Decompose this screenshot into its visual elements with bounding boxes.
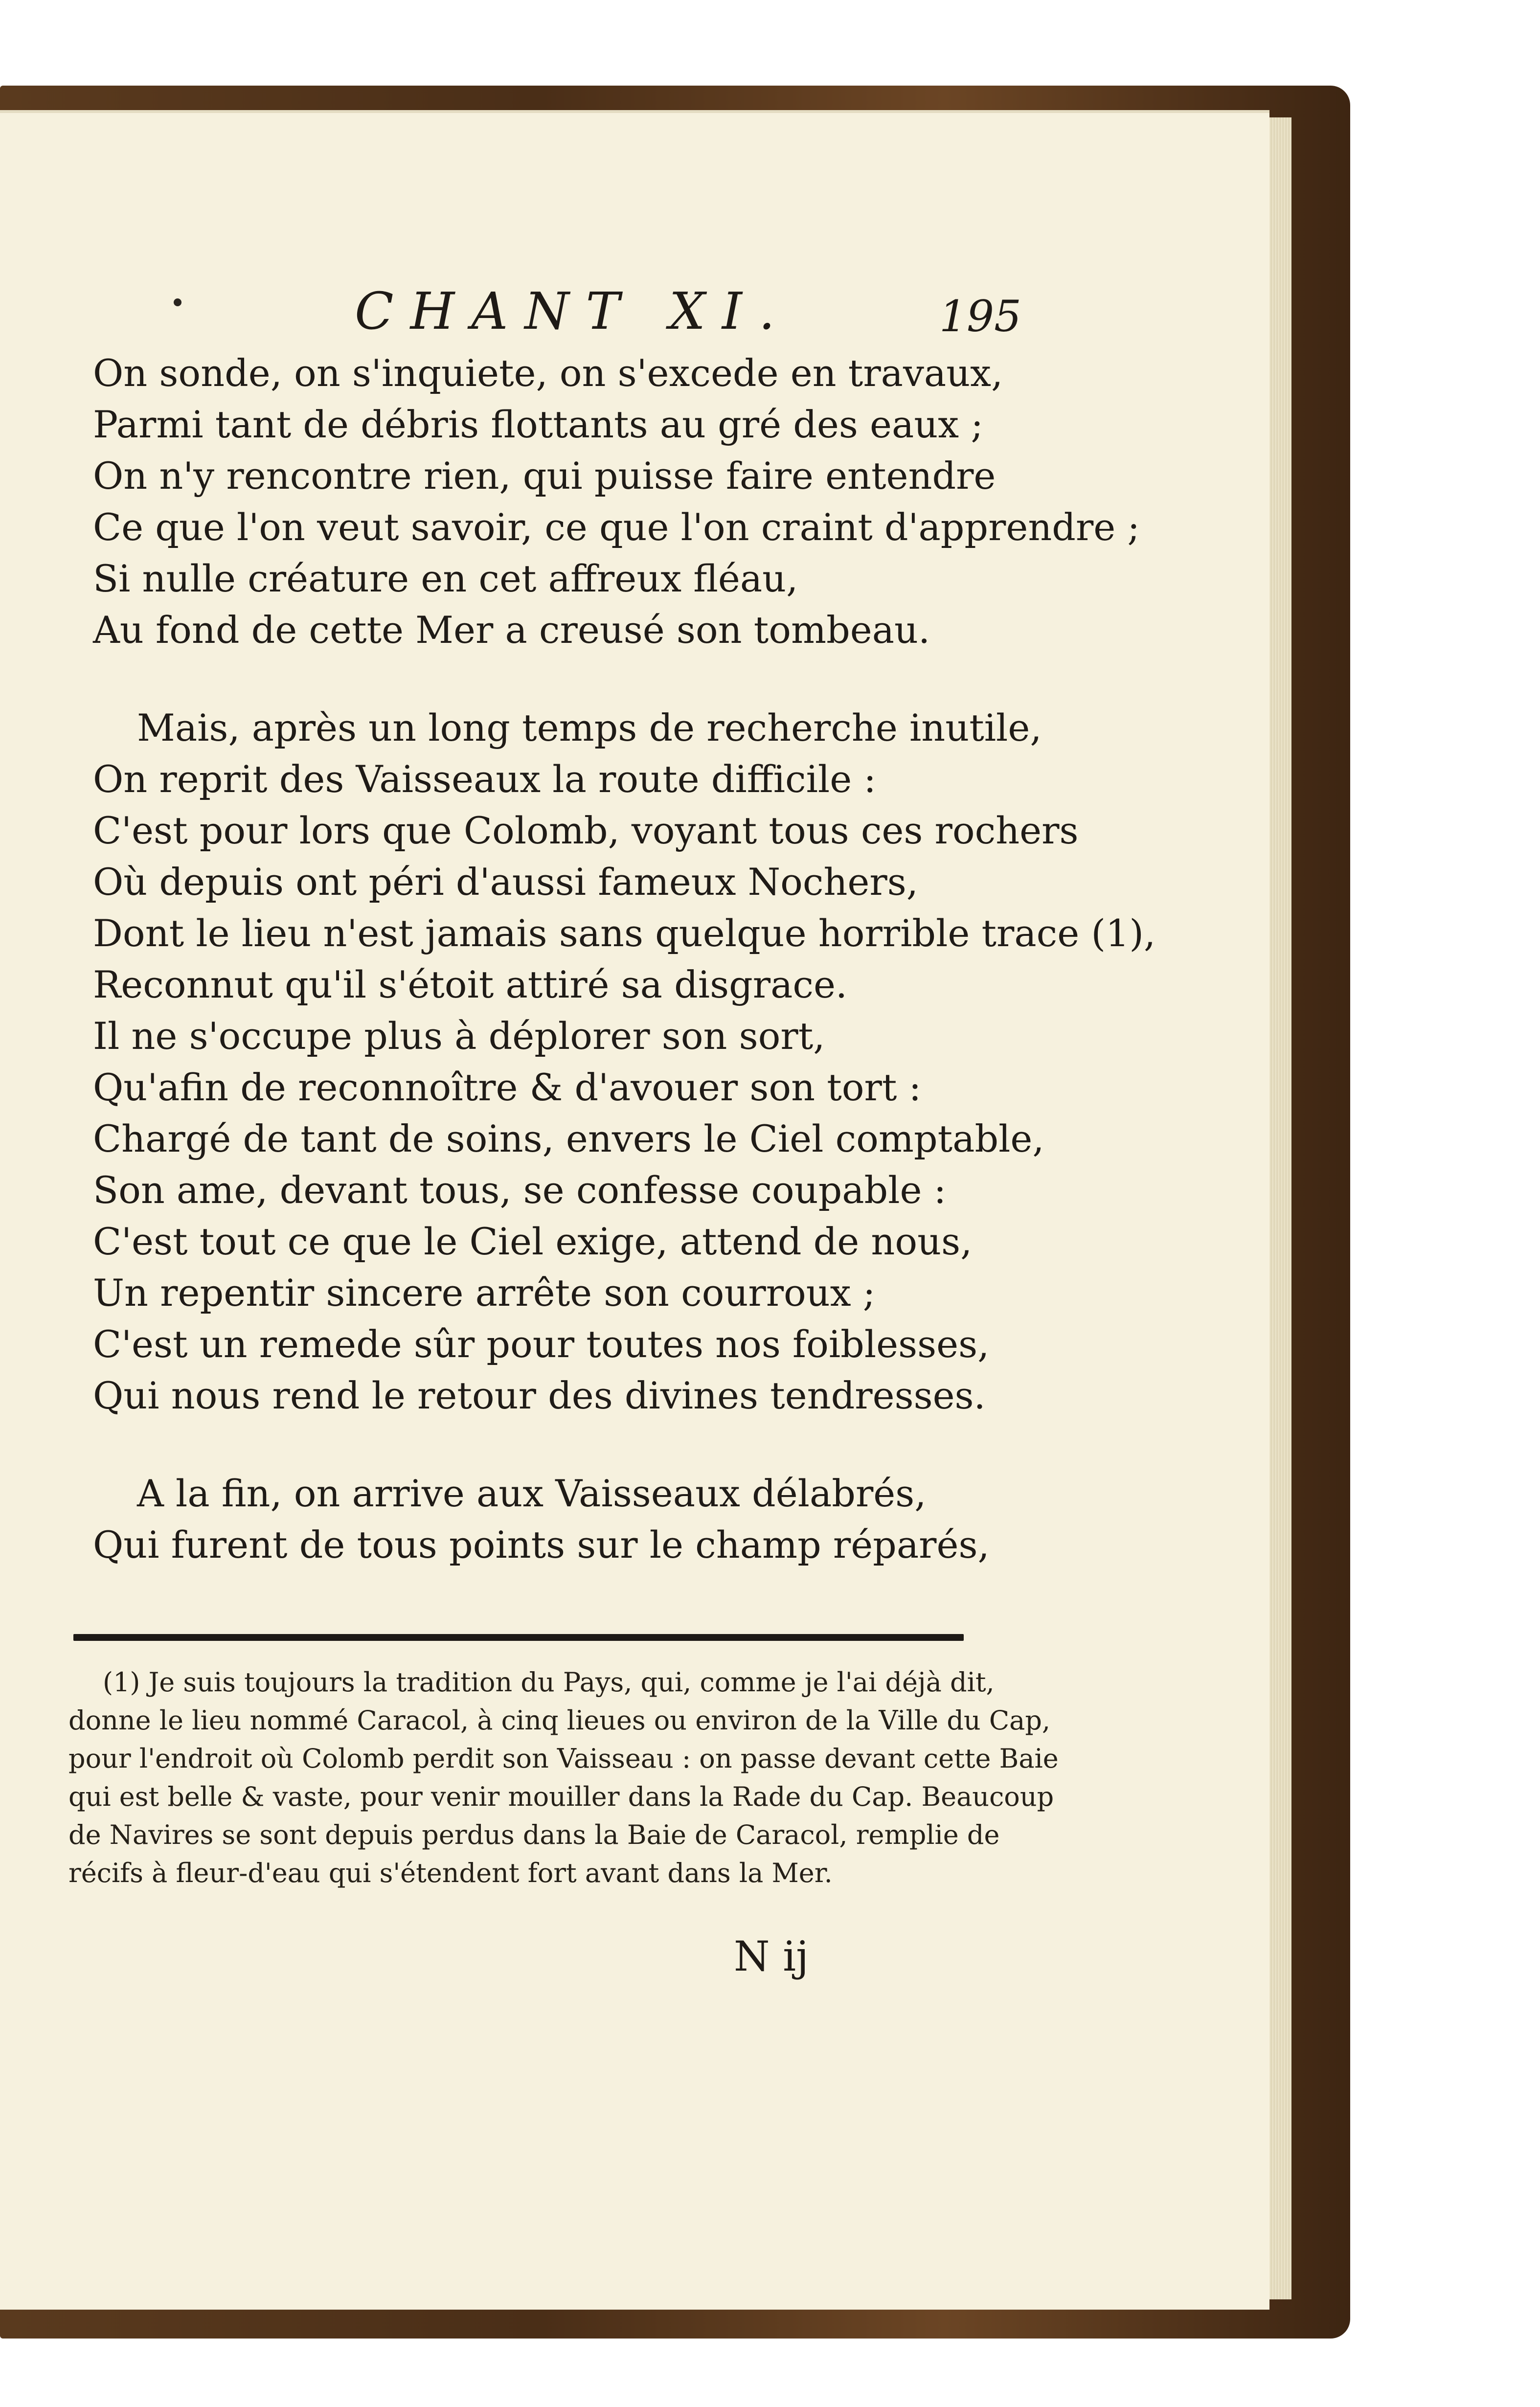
footnote-rule	[73, 1634, 964, 1641]
signature-mark: N ij	[734, 1932, 809, 1980]
verse-line: C'est un remede sûr pour toutes nos foiblesses,	[93, 1322, 990, 1366]
verse-line: Si nulle créature en cet affreux fléau,	[93, 557, 798, 600]
verse-line: Chargé de tant de soins, envers le Ciel comptable,	[93, 1117, 1044, 1160]
footnote-line: de Navires se sont depuis perdus dans la Baie de Caracol, remplie de	[68, 1819, 1000, 1850]
verse-line: Reconnut qu'il s'étoit attiré sa disgrace.	[93, 963, 848, 1006]
verse-line: Qu'afin de reconnoître & d'avouer son tort :	[93, 1066, 922, 1109]
verse-line: C'est tout ce que le Ciel exige, attend de nous,	[93, 1220, 973, 1263]
verse-line: Qui nous rend le retour des divines tendresses.	[93, 1374, 986, 1417]
footnote-line: pour l'endroit où Colomb perdit son Vaisseau : on passe devant cette Baie	[68, 1743, 1059, 1774]
footnote	[68, 1663, 1059, 1892]
footnote-line: donne le lieu nommé Caracol, à cinq lieues ou environ de la Ville du Cap,	[68, 1705, 1051, 1736]
verse-line: Qui furent de tous points sur le champ réparés,	[93, 1523, 990, 1567]
verse-line: Son ame, devant tous, se confesse coupable :	[93, 1168, 947, 1212]
verse-line: On n'y rencontre rien, qui puisse faire entendre	[93, 454, 996, 498]
verse-line: Dont le lieu n'est jamais sans quelque horrible trace (1),	[93, 911, 1156, 955]
verse-line: Il ne s'occupe plus à déplorer son sort,	[93, 1014, 825, 1058]
verse-line: A la fin, on arrive aux Vaisseaux délabrés,	[137, 1472, 927, 1515]
bullet-mark	[174, 298, 181, 306]
stanza-2	[93, 702, 1156, 1421]
stanza-3	[93, 1468, 1032, 1570]
running-head	[0, 281, 1027, 340]
poem-body	[93, 347, 1156, 1570]
footnote-line: récifs à fleur-d'eau qui s'étendent fort avant dans la Mer.	[68, 1858, 833, 1888]
footnote-line: qui est belle & vaste, pour venir mouiller dans la Rade du Cap. Beaucoup	[68, 1781, 1054, 1812]
chant-title: CHANT XI.	[355, 281, 792, 341]
verse-line: Où depuis ont péri d'aussi fameux Nochers,	[93, 860, 918, 904]
page-number: 195	[939, 291, 1021, 341]
stanza-1	[93, 347, 1140, 656]
verse-line: Parmi tant de débris flottants au gré des eaux ;	[93, 403, 983, 446]
footnote-line: (1) Je suis toujours la tradition du Pays, qui, comme je l'ai déjà dit,	[103, 1667, 995, 1698]
verse-line: Au fond de cette Mer a creusé son tombeau.	[93, 608, 930, 652]
verse-line: C'est pour lors que Colomb, voyant tous ces rochers	[93, 809, 1079, 852]
verse-line: On sonde, on s'inquiete, on s'excede en travaux,	[93, 351, 1003, 395]
verse-line: On reprit des Vaisseaux la route difficile :	[93, 757, 876, 801]
verse-line: Un repentir sincere arrête son courroux ;	[93, 1271, 876, 1315]
verse-line: Mais, après un long temps de recherche inutile,	[137, 706, 1042, 749]
verse-line: Ce que l'on veut savoir, ce que l'on craint d'apprendre ;	[93, 505, 1140, 549]
